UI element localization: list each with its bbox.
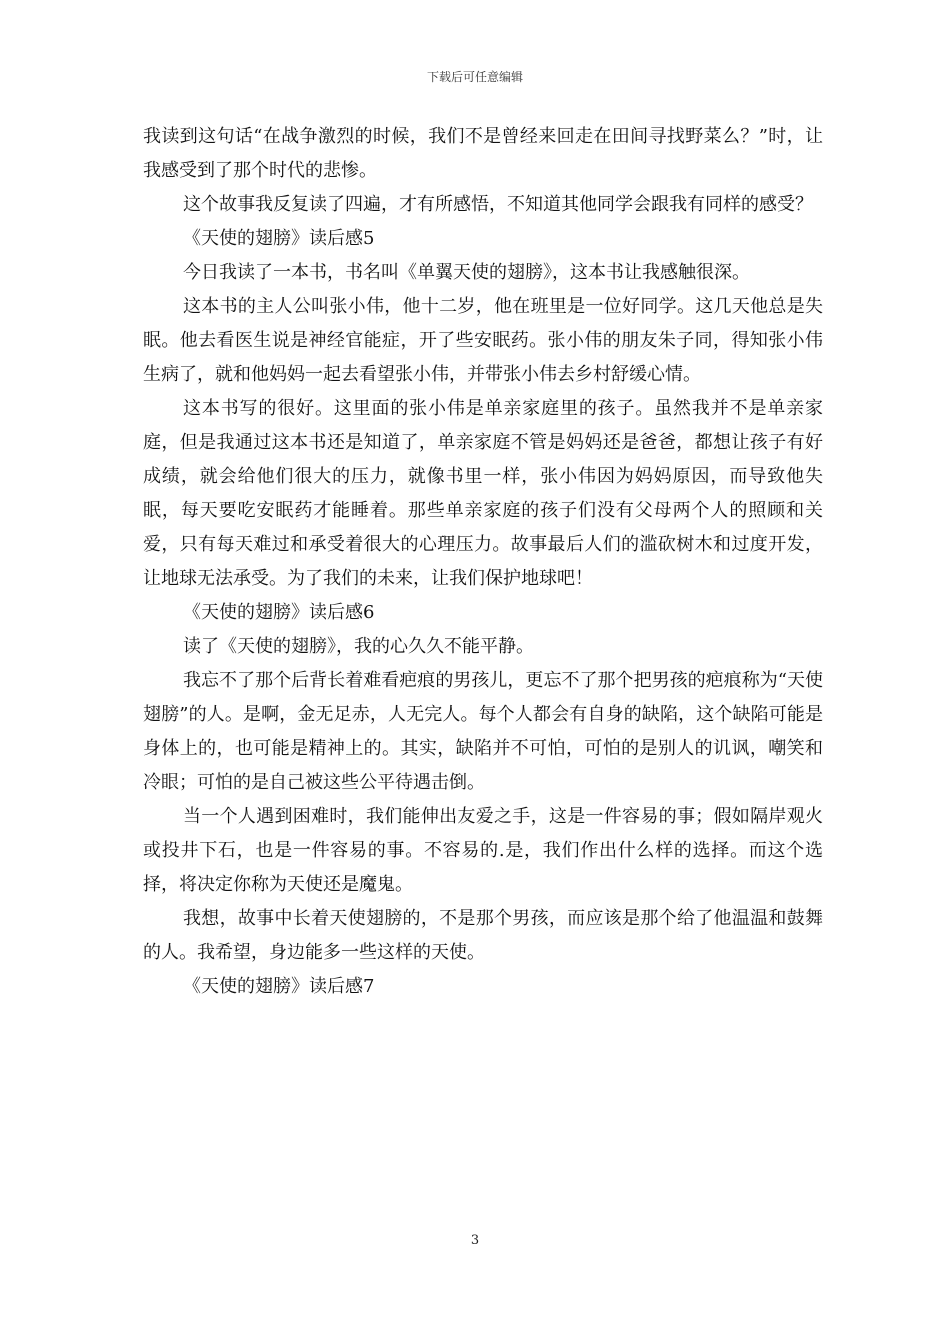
- paragraph-10: 当一个人遇到困难时，我们能伸出友爱之手，这是一件容易的事；假如隔岸观火或投井下石，也是一件容易的事。不容易的.是，我们作出什么样的选择。而这个选择，将决定你称为天使还是魔鬼。: [143, 806, 823, 895]
- paragraph-5: 这本书的主人公叫张小伟，他十二岁，他在班里是一位好同学。这几天他总是失眠。他去看医生说是神经官能症，开了些安眠药。张小伟的朋友朱子同，得知张小伟生病了，就和他妈妈一起去看望张小伟，并带张小伟去乡村舒缓心情。: [143, 296, 823, 385]
- section-heading-7: 《天使的翅膀》读后感7: [183, 976, 375, 997]
- paragraph-1: 我读到这句话“在战争激烈的时候，我们不是曾经来回走在田间寻找野菜么？”时，让我感受到了那个时代的悲惨。: [143, 126, 823, 181]
- section-heading-6: 《天使的翅膀》读后感6: [183, 602, 375, 623]
- paragraph-2: 这个故事我反复读了四遍，才有所感悟，不知道其他同学会跟我有同样的感受？: [183, 194, 813, 215]
- paragraph-9: 我忘不了那个后背长着难看疤痕的男孩儿，更忘不了那个把男孩的疤痕称为“天使翅膀”的人。是啊，金无足赤，人无完人。每个人都会有自身的缺陷，这个缺陷可能是身体上的，也可能是精神上的。其实，缺陷并不可怕，可怕的是别人的讥讽，嘲笑和冷眼；可怕的是自己被这些公平待遇击倒。: [143, 670, 823, 793]
- paragraph-11: 我想，故事中长着天使翅膀的，不是那个男孩，而应该是那个给了他温温和鼓舞的人。我希望，身边能多一些这样的天使。: [143, 908, 823, 963]
- paragraph-6: 这本书写的很好。这里面的张小伟是单亲家庭里的孩子。虽然我并不是单亲家庭，但是我通过这本书还是知道了，单亲家庭不管是妈妈还是爸爸，都想让孩子有好成绩，就会给他们很大的压力，就像书里一样，张小伟因为妈妈原因，而导致他失眠，每天要吃安眠药才能睡着。那些单亲家庭的孩子们没有父母两个人的照顾和关爱，只有每天难过和承受着很大的心理压力。故事最后人们的滥砍树木和过度开发，让地球无法承受。为了我们的未来，让我们保护地球吧！: [143, 398, 823, 589]
- paragraph-8: 读了《天使的翅膀》，我的心久久不能平静。: [183, 636, 534, 657]
- section-heading-5: 《天使的翅膀》读后感5: [183, 228, 375, 249]
- paragraph-4: 今日我读了一本书，书名叫《单翼天使的翅膀》，这本书让我感触很深。: [183, 262, 750, 283]
- page-header: 下载后可任意编辑: [426, 70, 523, 84]
- document-body: [143, 120, 823, 1004]
- page-number: 3: [470, 1233, 480, 1248]
